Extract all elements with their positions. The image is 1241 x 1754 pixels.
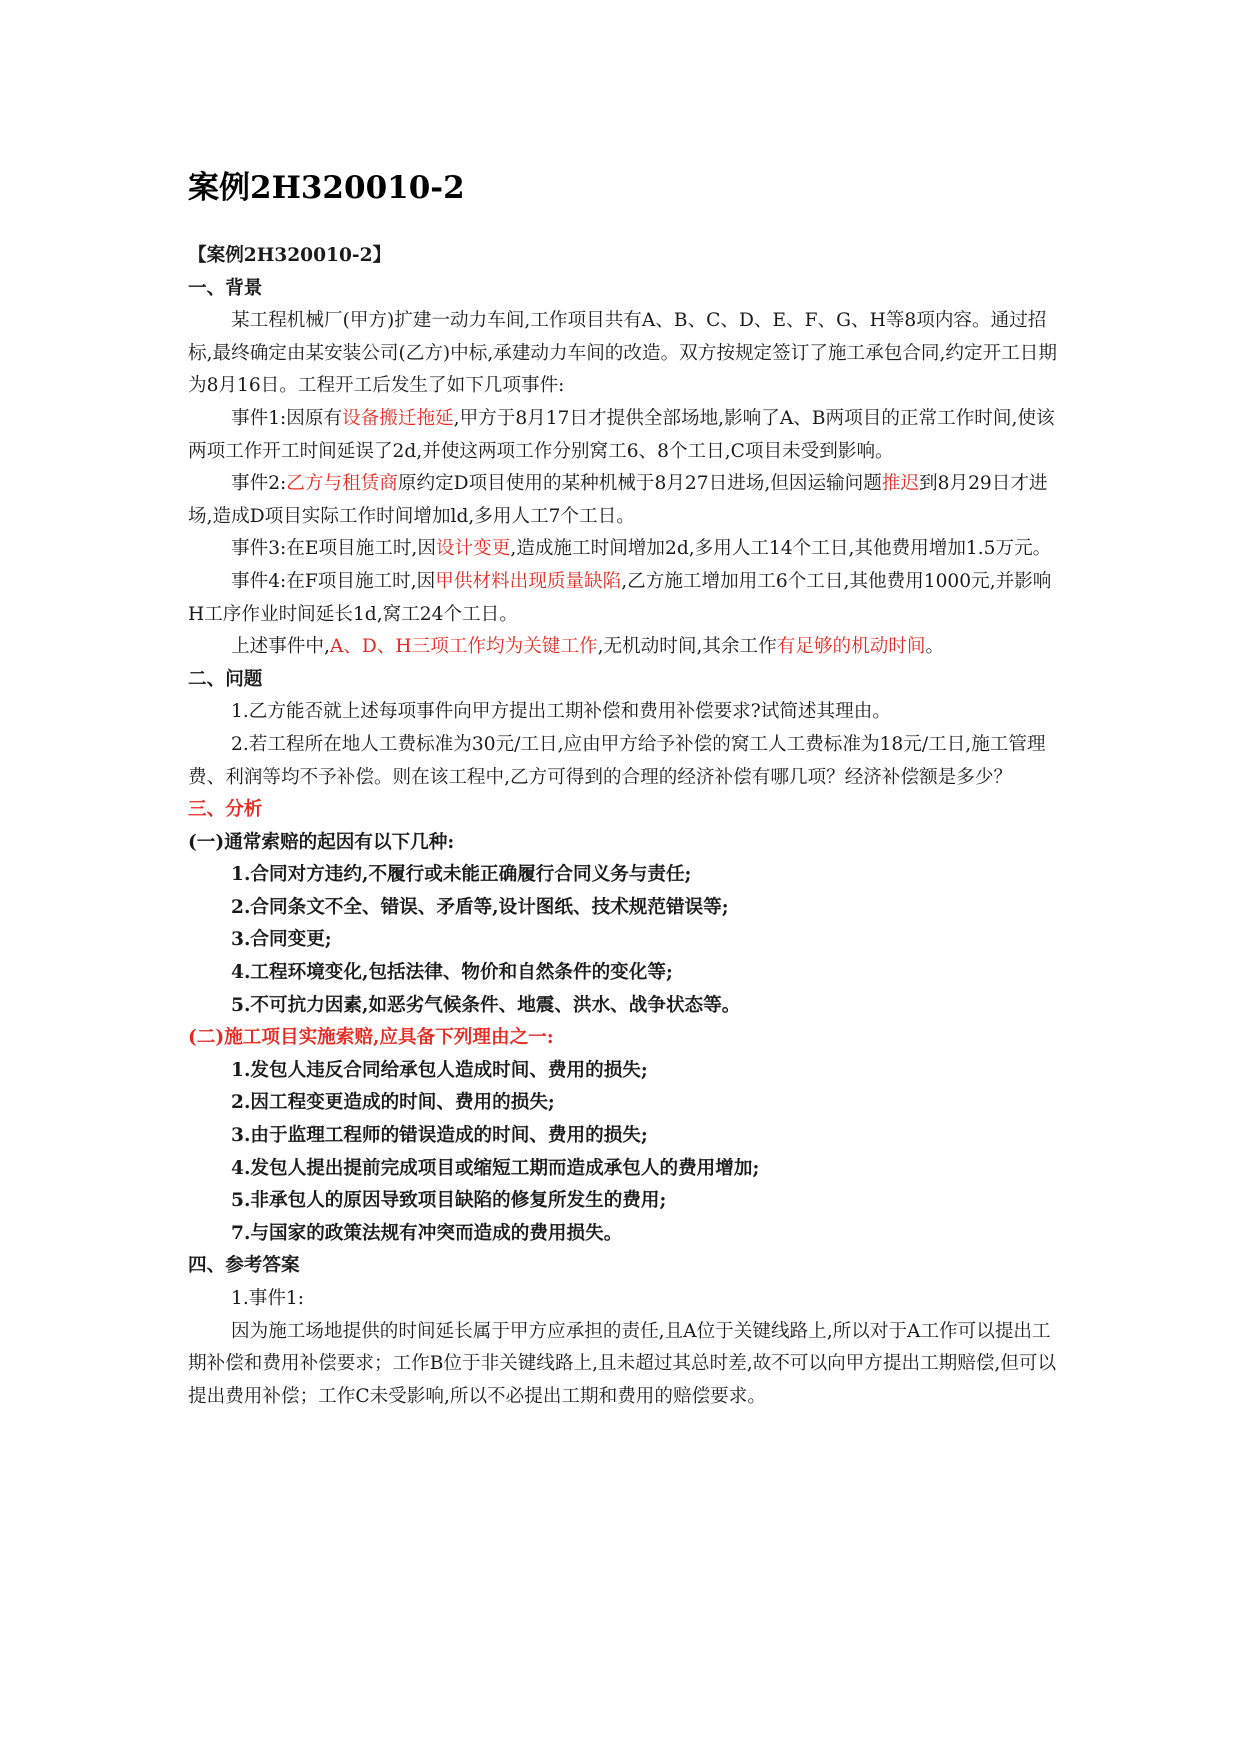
event-3-text-b: ,造成施工时间增加2d,多用人工14个工日,其他费用增加1.5万元。	[510, 538, 1052, 560]
event-4-highlight: 甲供材料出现质量缺陷	[435, 570, 622, 592]
event-1-text-a: 事件1:因原有	[231, 407, 343, 429]
event-2-highlight-1: 乙方与租赁商	[286, 473, 398, 495]
event-2	[188, 468, 1058, 533]
analysis-sub2-item: 1.发包人违反合同给承包人造成时间、费用的损失;	[231, 1059, 648, 1081]
summary-highlight-1: A、D、H三项工作均为关键工作	[329, 636, 598, 658]
answer-1-text: 因为施工场地提供的时间延长属于甲方应承担的责任,且A位于关键线路上,所以对于A工作可以提出工期补偿和费用补偿要求；工作B位于非关键线路上,且未超过其总时差,故不可以向甲方提出工期赔偿,但可以提出费用补偿；工作C未受影响,所以不必提出工期和费用的赔偿要求。	[188, 1320, 1057, 1407]
event-4-text-b: ,乙方施工增加用工6个工日,其他费用1000元,并影响H工序作业时间延长1d,窝工24个工日。	[188, 570, 1052, 625]
analysis-sub1-heading: (一)通常索赔的起因有以下几种:	[188, 831, 455, 853]
event-2-text-b: 原约定D项目使用的某种机械于8月27日进场,但因运输问题	[397, 473, 882, 495]
question-2: 2.若工程所在地人工费标准为30元/工日,应由甲方给予补偿的窝工人工费标准为18元/工日,施工管理费、利润等均不予补偿。则在该工程中,乙方可得到的合理的经济补偿有哪几项？经济补偿额是多少？	[188, 733, 1046, 788]
event-1	[188, 403, 1058, 468]
analysis-sub2-heading: (二)施工项目实施索赔,应具备下列理由之一:	[188, 1027, 554, 1049]
event-2-highlight-2: 推迟	[881, 473, 920, 495]
analysis-sub1-item: 3.合同变更;	[231, 929, 332, 951]
events-summary	[188, 631, 1058, 664]
summary-text-c: 。	[925, 636, 945, 658]
section-heading-background: 一、背景	[188, 277, 263, 299]
event-4-text-a: 事件4:在F项目施工时,因	[231, 570, 436, 592]
summary-text-b: ,无机动时间,其余工作	[597, 636, 777, 658]
summary-highlight-2: 有足够的机动时间	[776, 636, 926, 658]
page-title: 案例2H320010-2	[188, 170, 465, 206]
analysis-sub1-item: 5.不可抗力因素,如恶劣气候条件、地震、洪水、战争状态等。	[231, 994, 741, 1016]
event-2-text-a: 事件2:	[231, 473, 287, 495]
event-3-highlight: 设计变更	[435, 538, 511, 560]
event-3	[188, 533, 1058, 566]
analysis-sub1-item: 1.合同对方违约,不履行或未能正确履行合同义务与责任;	[231, 864, 692, 886]
event-4	[188, 566, 1058, 631]
answer-1-label: 1.事件1:	[231, 1288, 305, 1309]
document-body	[188, 240, 1058, 1413]
analysis-sub2-item: 2.因工程变更造成的时间、费用的损失;	[231, 1092, 555, 1114]
section-heading-answers: 四、参考答案	[188, 1255, 300, 1277]
event-2-text-c: 到8月29日才进场,造成D项目实际工作时间增加ld,多用人工7个工日。	[188, 473, 1048, 527]
question-1: 1.乙方能否就上述每项事件向甲方提出工期补偿和费用补偿要求?试简述其理由。	[231, 701, 891, 723]
event-3-text-a: 事件3:在E项目施工时,因	[231, 538, 436, 560]
event-1-highlight: 设备搬迁拖延	[342, 407, 454, 429]
summary-text-a: 上述事件中,	[231, 636, 330, 658]
analysis-sub2-item: 4.发包人提出提前完成项目或缩短工期而造成承包人的费用增加;	[231, 1157, 760, 1179]
background-intro: 某工程机械厂(甲方)扩建一动力车间,工作项目共有A、B、C、D、E、F、G、H等8项内容。通过招标,最终确定由某安装公司(乙方)中标,承建动力车间的改造。双方按规定签订了施工承包合同,约定开工日期为8月16日。工程开工后发生了如下几项事件:	[188, 310, 1057, 397]
case-tag: 【案例2H320010-2】	[188, 245, 392, 266]
analysis-sub1-item: 4.工程环境变化,包括法律、物价和自然条件的变化等;	[231, 962, 673, 984]
section-heading-analysis: 三、分析	[188, 799, 263, 821]
analysis-sub2-item: 7.与国家的政策法规有冲突而造成的费用损失。	[231, 1222, 623, 1244]
section-heading-questions: 二、问题	[188, 668, 263, 690]
event-1-text-b: ,甲方于8月17日才提供全部场地,影响了A、B两项目的正常工作时间,使该两项工作开工时间延误了2d,并使这两项工作分别窝工6、8个工日,C项目未受到影响。	[188, 407, 1055, 462]
analysis-sub1-item: 2.合同条文不全、错误、矛盾等,设计图纸、技术规范错误等;	[231, 896, 729, 918]
analysis-sub2-item: 3.由于监理工程师的错误造成的时间、费用的损失;	[231, 1125, 648, 1147]
analysis-sub2-item: 5.非承包人的原因导致项目缺陷的修复所发生的费用;	[231, 1190, 667, 1212]
